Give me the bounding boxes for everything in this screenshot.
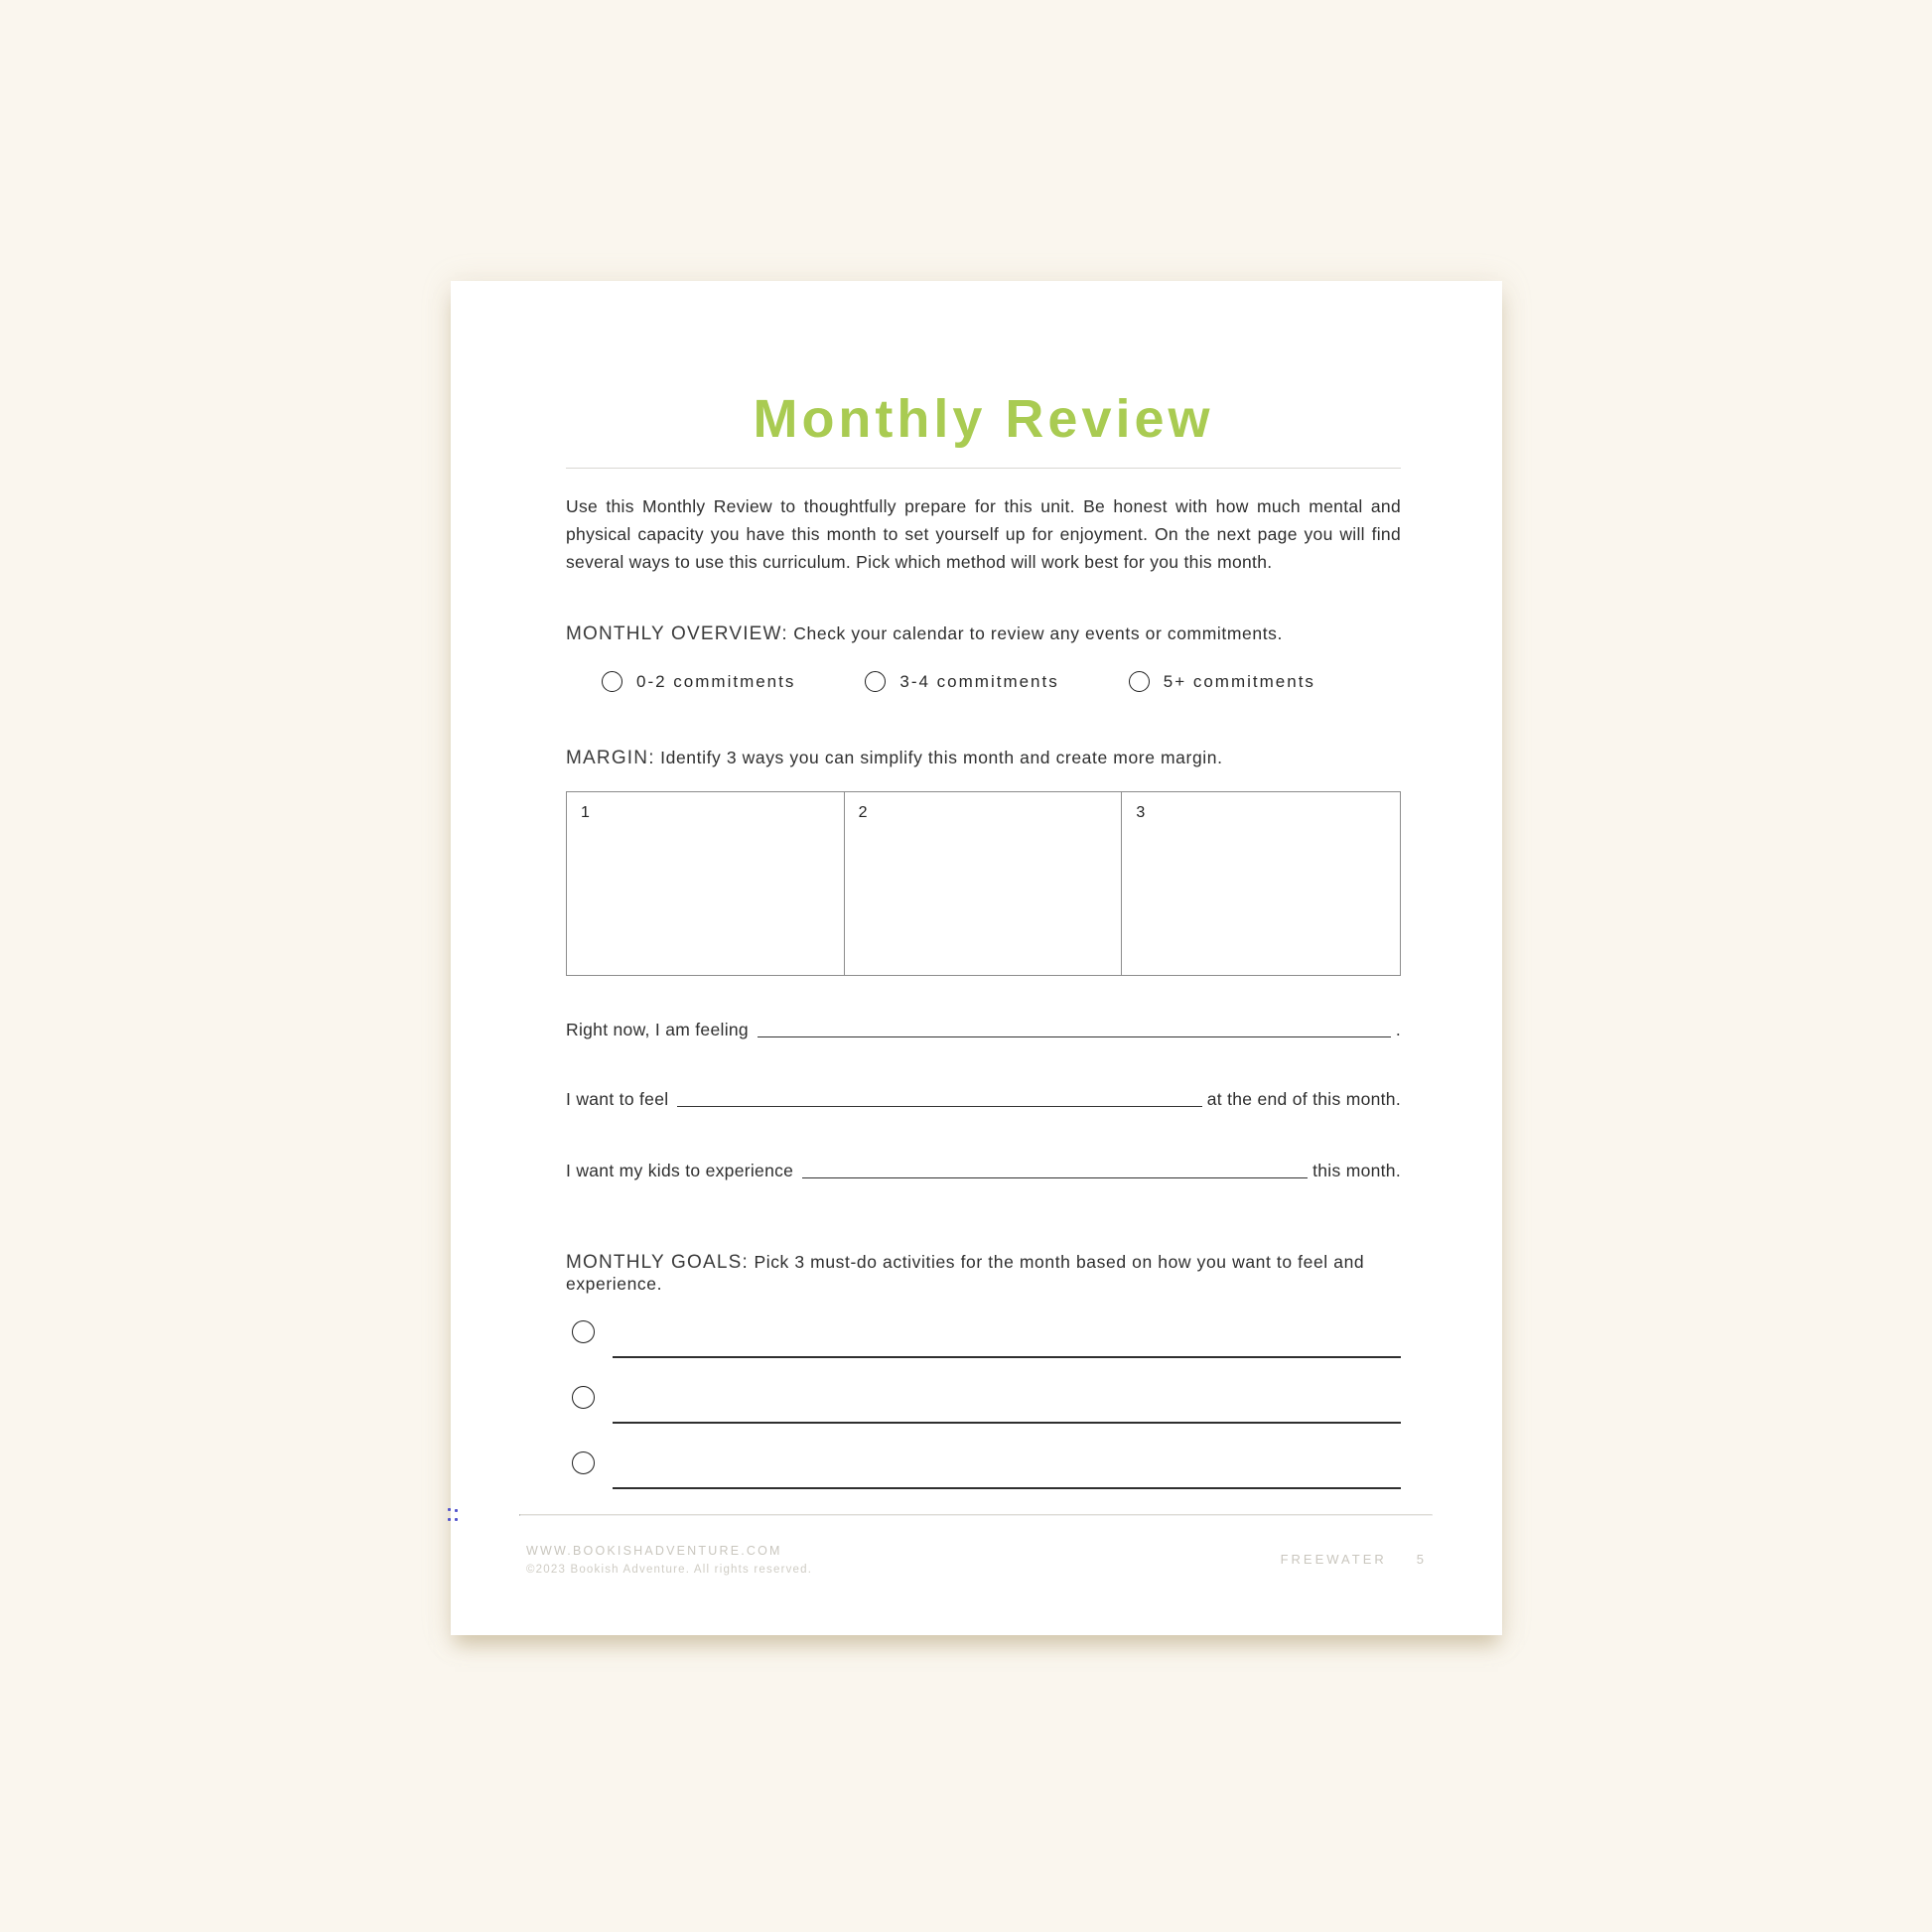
footer-right: [1281, 1552, 1427, 1567]
commitments-option-5-plus[interactable]: [1129, 671, 1315, 692]
radio-circle-icon[interactable]: [602, 671, 622, 692]
feeling-now-label: Right now, I am feeling: [566, 1020, 749, 1039]
feeling-now-input-line[interactable]: [758, 1036, 1391, 1037]
page-edge-dots-icon: [448, 1508, 460, 1523]
radio-circle-icon[interactable]: [1129, 671, 1150, 692]
title-divider: [566, 468, 1401, 469]
kids-experience-suffix: this month.: [1312, 1161, 1401, 1180]
margin-cell-3[interactable]: 3: [1136, 804, 1146, 821]
goal-input-line-1[interactable]: [613, 1356, 1401, 1358]
feeling-now-row: [566, 1018, 1401, 1041]
intro-paragraph: Use this Monthly Review to thoughtfully prepare for this unit. Be honest with how much mental and physical capacity you have this month to set yourself up for enjoyment. On the next page you will find several ways to use this curriculum. Pick which method will work best for you this month.: [566, 496, 1401, 572]
footer-website: WWW.BOOKISHADVENTURE.COM: [526, 1544, 782, 1558]
margin-cell-2[interactable]: 2: [845, 792, 1123, 975]
margin-prompt: Identify 3 ways you can simplify this month and create more margin.: [660, 748, 1223, 767]
margin-heading: [566, 748, 1401, 769]
kids-experience-input-line[interactable]: [802, 1177, 1308, 1178]
page-title: Monthly Review: [753, 389, 1214, 449]
goal-radio-circle-icon[interactable]: [572, 1451, 595, 1474]
radio-circle-icon[interactable]: [865, 671, 886, 692]
commitments-options: [602, 671, 1401, 692]
margin-table: [566, 791, 1401, 976]
footer-copyright: ©2023 Bookish Adventure. All rights reserved.: [526, 1564, 813, 1576]
footer-page-number: 5: [1416, 1552, 1427, 1567]
margin-cell-1[interactable]: 1: [567, 792, 845, 975]
goal-radio-circle-icon[interactable]: [572, 1320, 595, 1343]
worksheet-page: [451, 281, 1502, 1635]
kids-experience-label: I want my kids to experience: [566, 1161, 794, 1180]
goal-row-1: [566, 1320, 1401, 1358]
monthly-goals-heading: [566, 1252, 1401, 1295]
want-to-feel-row: [566, 1087, 1401, 1111]
goal-input-line-3[interactable]: [613, 1487, 1401, 1489]
footer-unit-name: FREEWATER: [1280, 1552, 1387, 1567]
monthly-goals-prompt: Pick 3 must-do activities for the month based on how you want to feel and experience.: [566, 1252, 1365, 1294]
want-to-feel-suffix: at the end of this month.: [1206, 1089, 1401, 1109]
goal-row-3: [566, 1451, 1401, 1489]
want-to-feel-input-line[interactable]: [677, 1106, 1201, 1107]
feeling-now-suffix: .: [1395, 1020, 1401, 1039]
footer-left: [526, 1544, 812, 1576]
goal-radio-circle-icon[interactable]: [572, 1386, 595, 1409]
goal-row-2: [566, 1386, 1401, 1424]
footer-divider: [519, 1514, 1433, 1516]
want-to-feel-label: I want to feel: [566, 1089, 669, 1109]
commitments-option-label: 0-2 commitments: [636, 671, 796, 691]
monthly-overview-prompt: Check your calendar to review any events or commitments.: [793, 623, 1283, 643]
monthly-overview-heading: [566, 623, 1401, 645]
kids-experience-row: [566, 1159, 1401, 1182]
commitments-option-label: 3-4 commitments: [899, 671, 1059, 691]
commitments-option-label: 5+ commitments: [1163, 671, 1315, 691]
page-content: [451, 281, 1502, 1489]
commitments-option-0-2[interactable]: [602, 671, 795, 692]
margin-label: MARGIN:: [566, 748, 655, 768]
commitments-option-3-4[interactable]: [865, 671, 1058, 692]
monthly-goals-label: MONTHLY GOALS:: [566, 1252, 749, 1273]
monthly-overview-label: MONTHLY OVERVIEW:: [566, 623, 788, 644]
goal-input-line-2[interactable]: [613, 1422, 1401, 1424]
